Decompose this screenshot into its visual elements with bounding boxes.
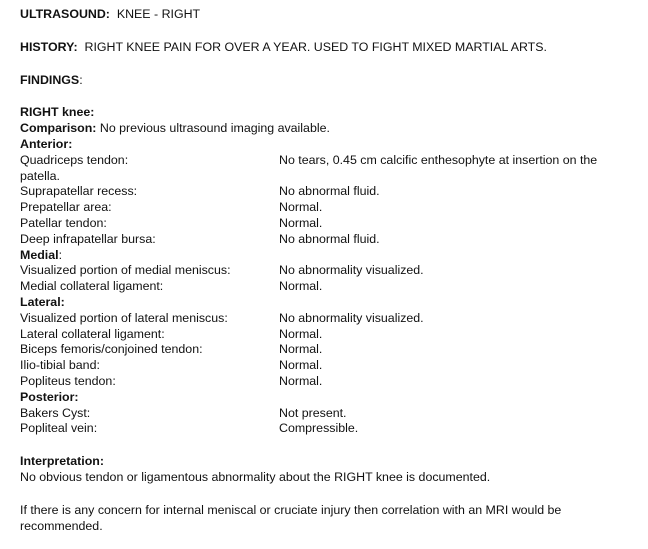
spacer <box>20 437 636 454</box>
right-knee-heading: RIGHT knee: <box>20 105 95 120</box>
spacer <box>20 486 636 503</box>
history-value: RIGHT KNEE PAIN FOR OVER A YEAR. USED TO FIGHT MIXED MARTIAL ARTS. <box>84 39 547 54</box>
finding-label: Visualized portion of lateral meniscus: <box>20 310 228 325</box>
finding-value: No tears, 0.45 cm calcific enthesophyte at insertion on the <box>279 152 598 167</box>
finding-row <box>20 374 636 390</box>
finding-label: Biceps femoris/conjoined tendon: <box>20 342 203 357</box>
finding-row <box>20 327 636 343</box>
finding-value: Normal. <box>279 358 323 373</box>
history-line <box>20 40 636 56</box>
finding-label: Lateral collateral ligament: <box>20 326 165 341</box>
spacer <box>20 88 636 105</box>
finding-value: No abnormality visualized. <box>279 310 424 325</box>
finding-label: Quadriceps tendon: <box>20 152 129 167</box>
finding-row-quadriceps <box>20 153 636 169</box>
interpretation-text: No obvious tendon or ligamentous abnormality about the RIGHT knee is documented. <box>20 469 491 484</box>
spacer <box>20 23 636 40</box>
finding-value: Normal. <box>279 373 323 388</box>
finding-value-continued: patella. <box>20 168 60 183</box>
finding-row <box>20 311 636 327</box>
finding-row <box>20 279 636 295</box>
exam-line <box>20 7 636 23</box>
finding-value: No abnormal fluid. <box>279 231 380 246</box>
finding-value: No abnormality visualized. <box>279 263 424 278</box>
findings-colon: : <box>79 72 83 87</box>
finding-row <box>20 342 636 358</box>
recommendation-text: If there is any concern for internal meniscal or cruciate injury then correlation with an MRI would be recommended. <box>20 502 562 533</box>
finding-value: Normal. <box>279 326 323 341</box>
finding-row <box>20 216 636 232</box>
finding-label: Visualized portion of medial meniscus: <box>20 263 231 278</box>
finding-row <box>20 421 636 437</box>
finding-value: No abnormal fluid. <box>279 184 380 199</box>
medial-heading-line <box>20 248 636 264</box>
findings-label: FINDINGS <box>20 72 80 87</box>
finding-label: Patellar tendon: <box>20 215 107 230</box>
finding-label: Ilio-tibial band: <box>20 358 100 373</box>
finding-value: Normal. <box>279 342 323 357</box>
finding-row <box>20 263 636 279</box>
finding-row <box>20 358 636 374</box>
comparison-value: No previous ultrasound imaging available. <box>99 121 330 136</box>
finding-value: Normal. <box>279 279 323 294</box>
comparison-line <box>20 121 636 137</box>
finding-label: Prepatellar area: <box>20 200 112 215</box>
finding-value: Normal. <box>279 215 323 230</box>
anterior-heading: Anterior: <box>20 136 73 151</box>
finding-label: Suprapatellar recess: <box>20 184 138 199</box>
finding-label: Popliteal vein: <box>20 421 98 436</box>
interpretation-heading: Interpretation: <box>20 454 104 469</box>
finding-row <box>20 184 636 200</box>
finding-value: Compressible. <box>279 421 359 436</box>
exam-label: ULTRASOUND: <box>20 7 110 21</box>
finding-row <box>20 406 636 422</box>
finding-label: Medial collateral ligament: <box>20 279 164 294</box>
finding-row <box>20 232 636 248</box>
posterior-heading: Posterior: <box>20 389 79 404</box>
history-label: HISTORY: <box>20 39 78 54</box>
lateral-heading: Lateral: <box>20 294 65 309</box>
finding-label: Deep infrapatellar bursa: <box>20 231 156 246</box>
finding-row <box>20 200 636 216</box>
medial-heading-colon: : <box>58 247 63 262</box>
comparison-label: Comparison: <box>20 121 97 136</box>
medial-heading: Medial <box>20 247 59 262</box>
exam-value: KNEE - RIGHT <box>116 7 201 21</box>
finding-label: Bakers Cyst: <box>20 405 91 420</box>
finding-value: Not present. <box>279 405 347 420</box>
finding-value: Normal. <box>279 200 323 215</box>
findings-line <box>20 73 636 89</box>
spacer <box>20 56 636 73</box>
finding-label: Popliteus tendon: <box>20 373 116 388</box>
